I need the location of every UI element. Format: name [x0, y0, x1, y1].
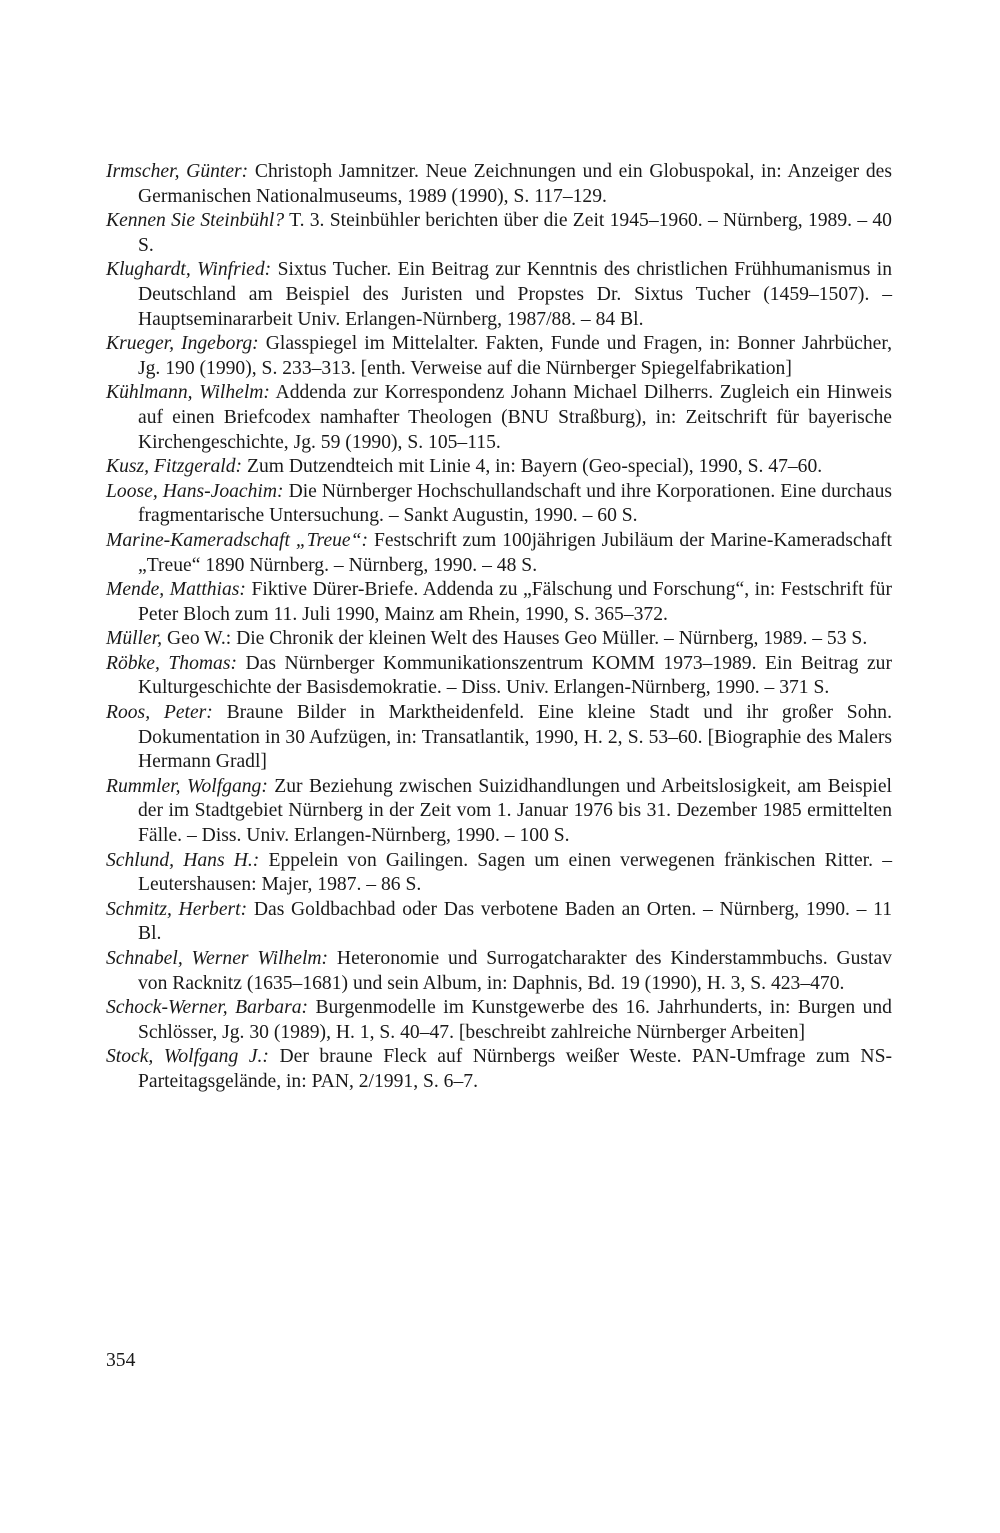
- entry-author: Müller,: [106, 628, 163, 650]
- bibliography-entry: [106, 160, 892, 209]
- entry-author: Röbke, Thomas:: [106, 652, 237, 674]
- entry-text: Burgenmodelle im Kunstgewerbe des 16. Jahrhunderts, in: Burgen und Schlösser, Jg. 30 (1989), H. 1, S. 40–47. [beschreibt zahlreiche Nürnberger Arbeiten]: [138, 997, 892, 1043]
- bibliography-entry: [106, 529, 892, 578]
- entry-author: Kusz, Fitzgerald:: [106, 456, 243, 478]
- entry-text: Addenda zur Korrespondenz Johann Michael Dilherrs. Zugleich ein Hinweis auf einen Briefcodex namhafter Theologen (BNU Straßburg), in: Zeitschrift für bayerische Kirchengeschichte, Jg. 59 (1990), S. 105–115.: [138, 382, 892, 453]
- bibliography-entry: [106, 775, 892, 849]
- bibliography-entry: [106, 1045, 892, 1094]
- bibliography-entry: [106, 898, 892, 947]
- entry-author: Mende, Matthias:: [106, 579, 246, 601]
- entry-author: Loose, Hans-Joachim:: [106, 480, 284, 502]
- entry-author: Irmscher, Günter:: [106, 161, 249, 182]
- entry-text: Der braune Fleck auf Nürnbergs weißer Weste. PAN-Umfrage zum NS-Parteitagsgelände, in: PAN, 2/1991, S. 6–7.: [138, 1046, 892, 1092]
- entry-text: Zum Dutzendteich mit Linie 4, in: Bayern (Geo-special), 1990, S. 47–60.: [246, 456, 823, 478]
- entry-author: Marine-Kameradschaft „Treue“:: [106, 529, 369, 551]
- bibliography-entry: [106, 381, 892, 455]
- bibliography-entry: [106, 652, 892, 701]
- bibliography-entry: [106, 578, 892, 627]
- entry-text: Eppelein von Gailingen. Sagen um einen verwegenen fränkischen Ritter. – Leutershausen: Majer, 1987. – 86 S.: [138, 849, 892, 896]
- bibliography-entry: [106, 701, 892, 775]
- bibliography-entry: [106, 849, 892, 898]
- entry-text: Heteronomie und Surrogatcharakter des Kinderstammbuchs. Gustav von Racknitz (1635–1681) und sein Album, in: Daphnis, Bd. 19 (1990), H. 3, S. 423–470.: [138, 948, 892, 994]
- entry-text: Braune Bilder in Marktheidenfeld. Eine kleine Stadt und ihr großer Sohn. Dokumentation in 30 Aufzügen, in: Transatlantik, 1990, H. 2, S. 53–60. [Biographie des Malers Hermann Gradl]: [138, 702, 892, 773]
- entry-text: Das Nürnberger Kommunikationszentrum KOMM 1973–1989. Ein Beitrag zur Kulturgeschichte der Basisdemokratie. – Diss. Univ. Erlangen-Nürnberg, 1990. – 371 S.: [138, 652, 892, 699]
- entry-author: Krueger, Ingeborg:: [106, 333, 259, 355]
- entry-author: Schock-Werner, Barbara:: [106, 997, 309, 1019]
- bibliography-entry: [106, 996, 892, 1045]
- entry-author: Schnabel, Werner Wilhelm:: [106, 948, 329, 969]
- entry-author: Schmitz, Herbert:: [106, 898, 248, 920]
- entry-author: Kühlmann, Wilhelm:: [106, 382, 270, 404]
- entry-text: Christoph Jamnitzer. Neue Zeichnungen und ein Globuspokal, in: Anzeiger des Germanischen Nationalmuseums, 1989 (1990), S. 117–129.: [138, 161, 892, 207]
- page-number: 354: [106, 1350, 136, 1371]
- entry-author: Stock, Wolfgang J.:: [106, 1046, 269, 1068]
- bibliography-entry: [106, 627, 892, 652]
- entry-text: Sixtus Tucher. Ein Beitrag zur Kenntnis des christlichen Frühhumanismus in Deutschland am Beispiel des Juristen und Propstes Dr. Sixtus Tucher (1459–1507). – Hauptseminararbeit Univ. Erlangen-Nürnberg, 1987/88. – 84 Bl.: [138, 259, 892, 330]
- entry-author: Klughardt, Winfried:: [106, 259, 272, 281]
- entry-text: Zur Beziehung zwischen Suizidhandlungen und Arbeitslosigkeit, am Beispiel der im Stadtgebiet Nürnberg in der Zeit vom 1. Januar 1976 bis 31. Dezember 1985 ermittelten Fälle. – Diss. Univ. Erlangen-Nürnberg, 1990. – 100 S.: [138, 775, 892, 847]
- bibliography-entry: [106, 258, 892, 332]
- entry-text: Geo W.: Die Chronik der kleinen Welt des Hauses Geo Müller. – Nürnberg, 1989. – 53 S.: [166, 628, 868, 650]
- entry-text: Die Nürnberger Hochschullandschaft und ihre Korporationen. Eine durchaus fragmentarische Untersuchung. – Sankt Augustin, 1990. – 60 S.: [138, 480, 892, 527]
- entry-author: Schlund, Hans H.:: [106, 849, 260, 871]
- entry-text: Das Goldbachbad oder Das verbotene Baden an Orten. – Nürnberg, 1990. – 11 Bl.: [138, 898, 892, 945]
- entry-text: Fiktive Dürer-Briefe. Addenda zu „Fälschung und Forschung“, in: Festschrift für Peter Bloch zum 11. Juli 1990, Mainz am Rhein, 1990, S. 365–372.: [138, 579, 892, 625]
- entry-author: Rummler, Wolfgang:: [106, 775, 268, 797]
- entry-text: T. 3. Steinbühler berichten über die Zeit 1945–1960. – Nürnberg, 1989. – 40 S.: [138, 210, 892, 256]
- bibliography-entry: [106, 947, 892, 996]
- entry-author: Roos, Peter:: [106, 702, 213, 724]
- entry-text: Glasspiegel im Mittelalter. Fakten, Funde und Fragen, in: Bonner Jahrbücher, Jg. 190 (1990), S. 233–313. [enth. Verweise auf die Nürnberger Spiegelfabrikation]: [138, 333, 893, 379]
- bibliography-entry: [106, 455, 892, 480]
- bibliography-entry: [106, 480, 892, 529]
- bibliography-list: [106, 160, 892, 1095]
- bibliography-entry: [106, 332, 892, 381]
- entry-text: Festschrift zum 100jährigen Jubiläum der Marine-Kameradschaft „Treue“ 1890 Nürnberg. – Nürnberg, 1990. – 48 S.: [138, 529, 892, 576]
- entry-author: Kennen Sie Steinbühl?: [106, 210, 285, 232]
- bibliography-entry: [106, 209, 892, 258]
